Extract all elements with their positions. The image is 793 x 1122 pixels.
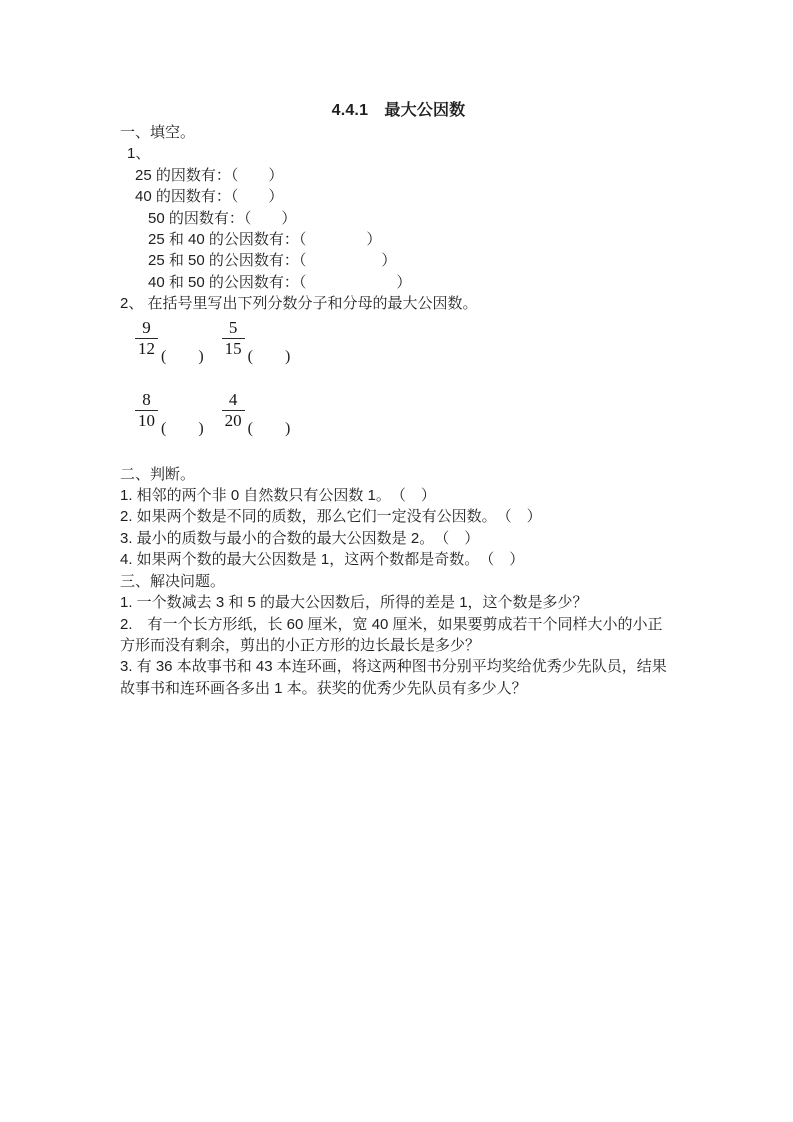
fraction-denominator: 20 bbox=[222, 410, 245, 431]
judge-item-4: 4. 如果两个数的最大公因数是 1，这两个数都是奇数。 （ ） bbox=[120, 551, 525, 569]
fraction-denominator: 12 bbox=[135, 338, 158, 359]
fraction-8-10 bbox=[135, 390, 158, 431]
judge-item-1: 1. 相邻的两个非 0 自然数只有公因数 1。 （ ） bbox=[120, 487, 436, 505]
fraction-9-12 bbox=[135, 318, 158, 359]
fill-line-25-factors: 25 的因数有：（ ） bbox=[135, 166, 284, 184]
fraction-numerator: 5 bbox=[228, 317, 238, 337]
fraction-row-1 bbox=[135, 313, 677, 365]
section-solve-heading: 三、解决问题。 bbox=[120, 572, 226, 590]
section-judge-heading: 二、判断。 bbox=[120, 465, 196, 483]
fill-subitem-2: 2、 在括号里写出下列分数分子和分母的最大公因数。 bbox=[120, 295, 478, 313]
solve-item-3: 3. 有 36 本故事书和 43 本连环画，将这两种图书分别平均奖给优秀少先队员，结果故事书和连环画各多出 1 本。获奖的优秀少先队员有多少人？ bbox=[120, 658, 667, 697]
fraction-row-2 bbox=[135, 385, 677, 437]
fraction-blank-parens: ( ) bbox=[161, 419, 204, 437]
fill-line-50-factors: 50 的因数有：（ ） bbox=[148, 209, 297, 227]
section-fill-heading: 一、填空。 bbox=[120, 124, 196, 141]
fill-subitem-1-label: 1、 bbox=[127, 145, 151, 163]
fraction-unit-9-12 bbox=[135, 317, 204, 365]
worksheet-content bbox=[120, 100, 677, 699]
judge-item-3: 3. 最小的质数与最小的合数的最大公因数是 2。 （ ） bbox=[120, 529, 480, 547]
fraction-numerator: 8 bbox=[142, 389, 151, 409]
page-title: 4.4.1 最大公因数 bbox=[331, 102, 466, 119]
fraction-unit-4-20 bbox=[222, 389, 291, 437]
fill-line-25-50-common-factors: 25 和 50 的公因数有：（ ） bbox=[148, 252, 397, 270]
fraction-numerator: 4 bbox=[228, 389, 238, 409]
fraction-blank-parens: ( ) bbox=[247, 347, 291, 365]
fraction-unit-5-15 bbox=[222, 317, 291, 365]
solve-item-1: 1. 一个数减去 3 和 5 的最大公因数后，所得的差是 1，这个数是多少？ bbox=[120, 594, 588, 612]
fraction-4-20 bbox=[222, 390, 245, 431]
fraction-denominator: 10 bbox=[135, 410, 158, 431]
judge-item-2: 2. 如果两个数是不同的质数，那么它们一定没有公因数。 （ ） bbox=[120, 508, 542, 526]
fill-line-25-40-common-factors: 25 和 40 的公因数有：（ ） bbox=[148, 231, 382, 249]
fill-line-40-factors: 40 的因数有：（ ） bbox=[135, 188, 284, 206]
fraction-numerator: 9 bbox=[142, 317, 151, 337]
solve-item-2: 2. 有一个长方形纸，长 60 厘米，宽 40 厘米，如果要剪成若干个同样大小的小正方形而没有剩余，剪出的小正方形的边长最长是多少？ bbox=[120, 615, 663, 654]
fill-line-40-50-common-factors: 40 和 50 的公因数有：（ ） bbox=[148, 273, 412, 291]
fraction-unit-8-10 bbox=[135, 389, 204, 437]
fraction-blank-parens: ( ) bbox=[247, 419, 291, 437]
fraction-denominator: 15 bbox=[222, 338, 245, 359]
fraction-5-15 bbox=[222, 318, 245, 359]
fraction-blank-parens: ( ) bbox=[161, 347, 204, 365]
